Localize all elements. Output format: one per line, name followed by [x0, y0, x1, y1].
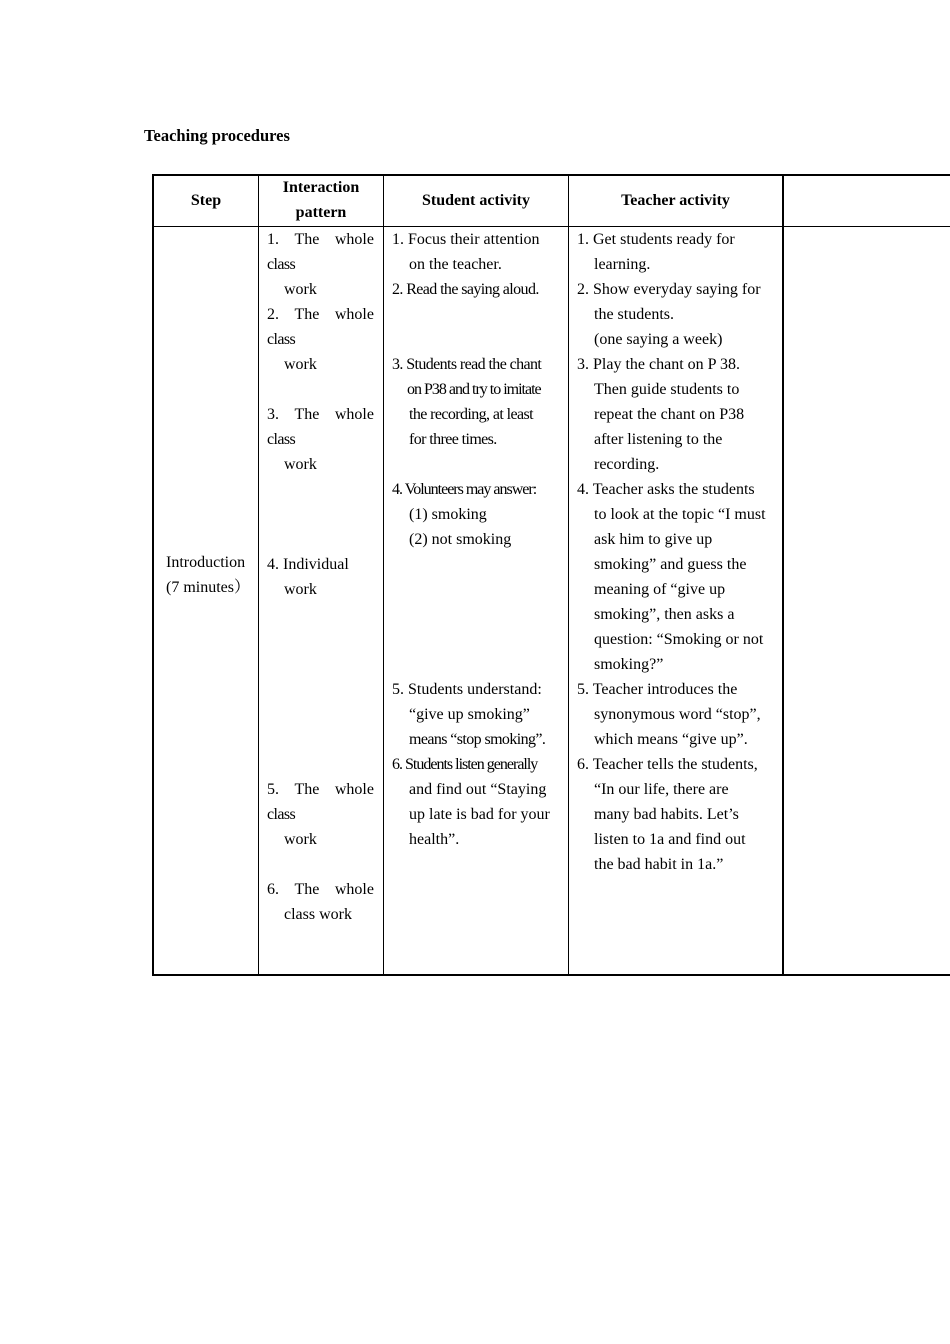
header-step: Step [190, 191, 222, 209]
teaching-procedures-table [152, 174, 950, 976]
teacher-item-4: 4. Teacher asks the students to look at the topic “I must ask him to give up smoking” and guess the meaning of “give up smoking”, then asks a question: “Smoking or not smoking?” [577, 481, 766, 673]
extra-column-cell [785, 227, 950, 973]
step-cell [152, 174, 258, 976]
teacher-item-5: 5. Teacher introduces the synonymous word “stop”, which means “give up”. [577, 681, 761, 748]
column-divider-1 [258, 174, 259, 976]
column-divider-3 [568, 174, 569, 976]
interaction-column [267, 227, 374, 927]
header-interaction-pattern [259, 174, 383, 226]
interaction-item-6: 6. The whole class work [267, 881, 374, 923]
student-activity-column [392, 227, 564, 852]
teacher-item-3: 3. Play the chant on P 38. Then guide students to repeat the chant on P38 after listening to the recording. [577, 356, 745, 473]
teacher-item-2: 2. Show everyday saying for the students. (one saying a week) [577, 281, 761, 348]
teacher-item-1: 1. Get students ready for learning. [577, 231, 735, 273]
interaction-item-3: 3. The whole class work [267, 406, 374, 473]
column-divider-4 [782, 174, 784, 976]
interaction-item-1: 1. The whole class work [267, 231, 374, 298]
header-student-activity: Student activity [422, 191, 530, 209]
student-item-5: 5. Students understand: “give up smoking” means “stop smoking”. [392, 681, 546, 748]
interaction-item-4: 4. Individual work [267, 556, 349, 598]
student-item-3: 3. Students read the chant on P38 and try to imitate the recording, at least for three times. [392, 356, 542, 448]
student-item-6: 6. Students listen generally and find out “Staying up late is bad for your health”. [392, 756, 550, 848]
step-duration: (7 minutes） [166, 579, 250, 596]
interaction-item-5: 5. The whole class work [267, 781, 374, 848]
table-bottom-border [152, 974, 950, 976]
header-extra [784, 174, 950, 226]
student-item-4: 4. Volunteers may answer: (1) smoking (2) not smoking [392, 481, 537, 548]
student-item-2: 2. Read the saying aloud. [392, 281, 539, 298]
student-item-1: 1. Focus their attention on the teacher. [392, 231, 540, 273]
teacher-item-6: 6. Teacher tells the students, “In our life, there are many bad habits. Let’s listen to 1a and find out the bad habit in 1a.” [577, 756, 758, 873]
step-name: Introduction [166, 554, 246, 571]
header-teacher-activity: Teacher activity [621, 191, 730, 209]
header-interaction-line2: pattern [295, 204, 347, 221]
section-heading: Teaching procedures [144, 126, 290, 145]
interaction-item-2: 2. The whole class work [267, 306, 374, 373]
column-divider-2 [383, 174, 384, 976]
teacher-activity-column [577, 227, 779, 877]
header-interaction-line1: Interaction [282, 179, 360, 196]
